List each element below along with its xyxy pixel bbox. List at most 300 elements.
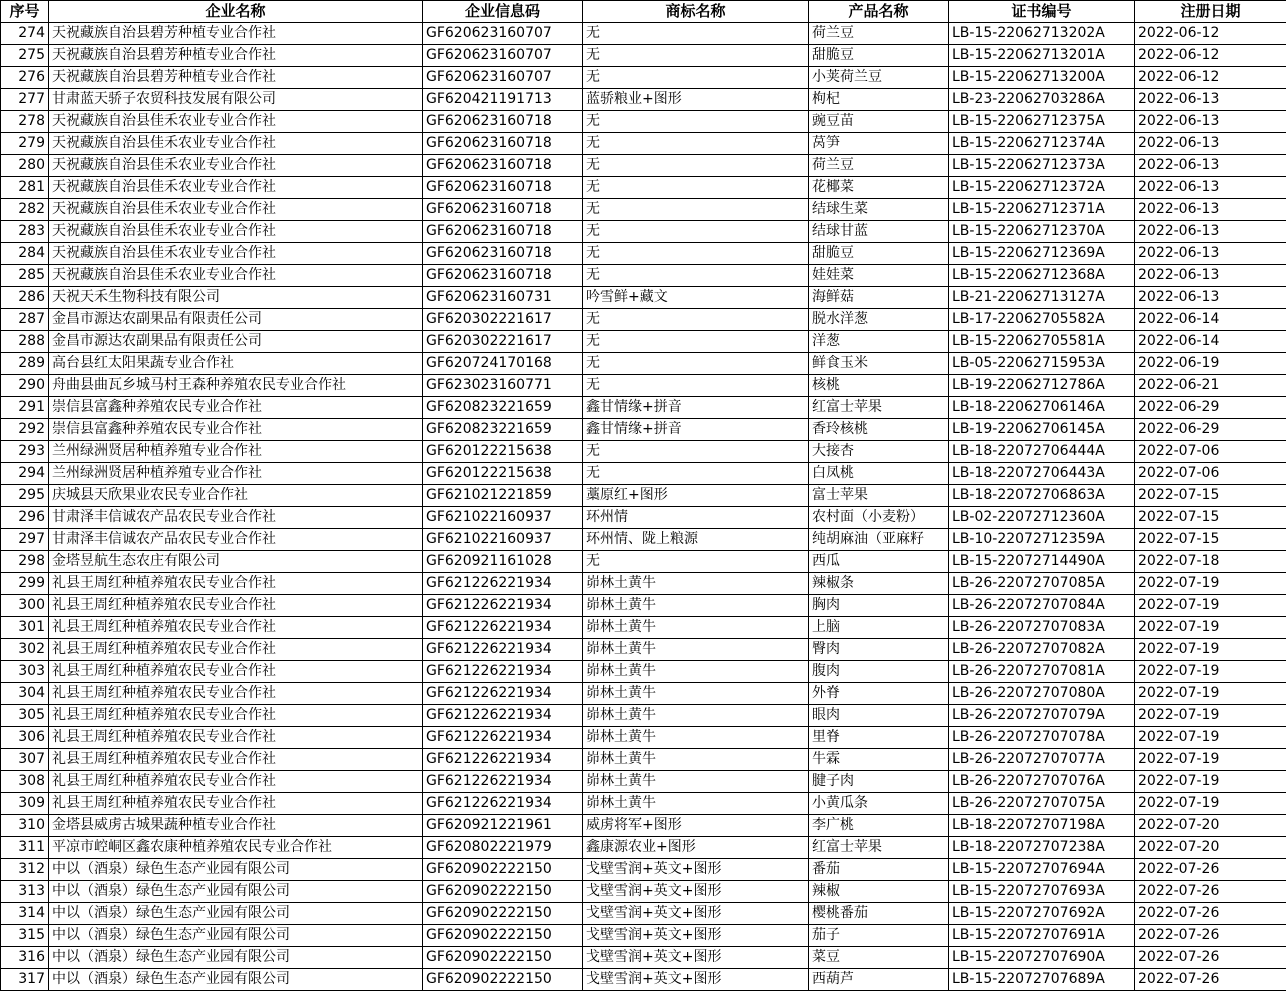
cell-code: GF621021221859 xyxy=(423,485,583,507)
cell-enterprise: 礼县王周红种植养殖农民专业合作社 xyxy=(49,639,423,661)
cell-brand: 无 xyxy=(583,463,809,485)
cell-code: GF620122215638 xyxy=(423,463,583,485)
cell-product: 茄子 xyxy=(809,925,949,947)
cell-code: GF621226221934 xyxy=(423,683,583,705)
table-row xyxy=(1,969,1286,991)
cell-product: 西瓜 xyxy=(809,551,949,573)
cell-no: 285 xyxy=(1,265,49,287)
cell-product: 大接杏 xyxy=(809,441,949,463)
cell-date: 2022-06-12 xyxy=(1135,23,1286,45)
cell-product: 外脊 xyxy=(809,683,949,705)
table-row xyxy=(1,353,1286,375)
table-row xyxy=(1,903,1286,925)
table-row xyxy=(1,793,1286,815)
cell-no: 313 xyxy=(1,881,49,903)
cell-brand: 鑫甘情缘+拼音 xyxy=(583,397,809,419)
cell-no: 298 xyxy=(1,551,49,573)
cell-brand: 无 xyxy=(583,551,809,573)
cell-cert: LB-18-22062706146A xyxy=(949,397,1135,419)
table-row xyxy=(1,837,1286,859)
cell-product: 李广桃 xyxy=(809,815,949,837)
cell-date: 2022-06-13 xyxy=(1135,111,1286,133)
cell-enterprise: 天祝藏族自治县碧芳种植专业合作社 xyxy=(49,23,423,45)
cell-code: GF620902222150 xyxy=(423,881,583,903)
cell-enterprise: 礼县王周红种植养殖农民专业合作社 xyxy=(49,771,423,793)
cell-no: 275 xyxy=(1,45,49,67)
cell-no: 305 xyxy=(1,705,49,727)
cell-date: 2022-07-26 xyxy=(1135,881,1286,903)
cell-no: 286 xyxy=(1,287,49,309)
cell-date: 2022-06-13 xyxy=(1135,265,1286,287)
cell-product: 白凤桃 xyxy=(809,463,949,485)
cell-enterprise: 中以（酒泉）绿色生态产业园有限公司 xyxy=(49,881,423,903)
cell-enterprise: 礼县王周红种植养殖农民专业合作社 xyxy=(49,727,423,749)
cell-cert: LB-23-22062703286A xyxy=(949,89,1135,111)
cell-brand: 峁林土黄牛 xyxy=(583,617,809,639)
cell-product: 海鲜菇 xyxy=(809,287,949,309)
cell-enterprise: 礼县王周红种植养殖农民专业合作社 xyxy=(49,793,423,815)
cell-enterprise: 天祝藏族自治县佳禾农业专业合作社 xyxy=(49,155,423,177)
table-row xyxy=(1,155,1286,177)
cell-code: GF621022160937 xyxy=(423,529,583,551)
cell-no: 280 xyxy=(1,155,49,177)
cell-cert: LB-17-22062705582A xyxy=(949,309,1135,331)
cell-no: 306 xyxy=(1,727,49,749)
cell-product: 莴笋 xyxy=(809,133,949,155)
cell-code: GF620823221659 xyxy=(423,419,583,441)
cell-cert: LB-26-22072707081A xyxy=(949,661,1135,683)
cell-product: 眼肉 xyxy=(809,705,949,727)
cell-cert: LB-15-22062713200A xyxy=(949,67,1135,89)
cell-enterprise: 天祝藏族自治县佳禾农业专业合作社 xyxy=(49,111,423,133)
cell-product: 腹肉 xyxy=(809,661,949,683)
cell-date: 2022-07-19 xyxy=(1135,705,1286,727)
cell-cert: LB-15-22062712374A xyxy=(949,133,1135,155)
cell-product: 樱桃番茄 xyxy=(809,903,949,925)
cell-date: 2022-07-19 xyxy=(1135,749,1286,771)
cell-product: 红富士苹果 xyxy=(809,397,949,419)
cell-date: 2022-06-21 xyxy=(1135,375,1286,397)
cell-cert: LB-18-22072706444A xyxy=(949,441,1135,463)
cell-cert: LB-10-22072712359A xyxy=(949,529,1135,551)
cell-brand: 无 xyxy=(583,309,809,331)
cell-brand: 戈壁雪润+英文+图形 xyxy=(583,947,809,969)
cell-code: GF620823221659 xyxy=(423,397,583,419)
cell-brand: 峁林土黄牛 xyxy=(583,705,809,727)
cell-no: 295 xyxy=(1,485,49,507)
cell-date: 2022-07-20 xyxy=(1135,837,1286,859)
cell-product: 里脊 xyxy=(809,727,949,749)
cell-no: 302 xyxy=(1,639,49,661)
table-row xyxy=(1,111,1286,133)
cell-code: GF620623160707 xyxy=(423,67,583,89)
cell-brand: 无 xyxy=(583,177,809,199)
cell-brand: 峁林土黄牛 xyxy=(583,661,809,683)
cell-cert: LB-15-22062712371A xyxy=(949,199,1135,221)
table-row xyxy=(1,595,1286,617)
cell-date: 2022-07-19 xyxy=(1135,793,1286,815)
cell-brand: 蓝骄粮业+图形 xyxy=(583,89,809,111)
cell-date: 2022-07-19 xyxy=(1135,617,1286,639)
table-row xyxy=(1,859,1286,881)
cell-date: 2022-06-13 xyxy=(1135,133,1286,155)
cell-brand: 无 xyxy=(583,133,809,155)
cell-code: GF620623160718 xyxy=(423,199,583,221)
cell-enterprise: 天祝天禾生物科技有限公司 xyxy=(49,287,423,309)
table-row xyxy=(1,727,1286,749)
cell-date: 2022-06-13 xyxy=(1135,243,1286,265)
cell-no: 283 xyxy=(1,221,49,243)
cell-product: 鲜食玉米 xyxy=(809,353,949,375)
cell-cert: LB-15-22072707690A xyxy=(949,947,1135,969)
cell-product: 脱水洋葱 xyxy=(809,309,949,331)
cell-enterprise: 礼县王周红种植养殖农民专业合作社 xyxy=(49,661,423,683)
table-row xyxy=(1,309,1286,331)
cell-no: 293 xyxy=(1,441,49,463)
cell-cert: LB-26-22072707085A xyxy=(949,573,1135,595)
cell-cert: LB-26-22072707077A xyxy=(949,749,1135,771)
cell-cert: LB-26-22072707079A xyxy=(949,705,1135,727)
cell-product: 西葫芦 xyxy=(809,969,949,991)
table-row xyxy=(1,199,1286,221)
cell-enterprise: 甘肃泽丰信诚农产品农民专业合作社 xyxy=(49,507,423,529)
cell-cert: LB-15-22072707693A xyxy=(949,881,1135,903)
cell-date: 2022-07-26 xyxy=(1135,859,1286,881)
cell-enterprise: 天祝藏族自治县佳禾农业专业合作社 xyxy=(49,265,423,287)
cell-cert: LB-18-22072707238A xyxy=(949,837,1135,859)
table-row xyxy=(1,661,1286,683)
cell-product: 荷兰豆 xyxy=(809,155,949,177)
cell-enterprise: 舟曲县曲瓦乡城马村王森种养殖农民专业合作社 xyxy=(49,375,423,397)
cell-date: 2022-07-19 xyxy=(1135,573,1286,595)
cell-code: GF620902222150 xyxy=(423,925,583,947)
cell-enterprise: 中以（酒泉）绿色生态产业园有限公司 xyxy=(49,859,423,881)
cell-enterprise: 礼县王周红种植养殖农民专业合作社 xyxy=(49,573,423,595)
cell-date: 2022-06-13 xyxy=(1135,177,1286,199)
cell-date: 2022-06-13 xyxy=(1135,89,1286,111)
table-row xyxy=(1,529,1286,551)
cell-cert: LB-15-22062712375A xyxy=(949,111,1135,133)
cell-code: GF620902222150 xyxy=(423,903,583,925)
cell-code: GF620623160718 xyxy=(423,177,583,199)
cell-no: 287 xyxy=(1,309,49,331)
cell-enterprise: 礼县王周红种植养殖农民专业合作社 xyxy=(49,617,423,639)
cell-enterprise: 高台县红太阳果蔬专业合作社 xyxy=(49,353,423,375)
cell-enterprise: 庆城县天欣果业农民专业合作社 xyxy=(49,485,423,507)
table-row xyxy=(1,67,1286,89)
cell-no: 291 xyxy=(1,397,49,419)
table-row xyxy=(1,771,1286,793)
cell-enterprise: 金昌市源达农副果品有限责任公司 xyxy=(49,309,423,331)
cell-brand: 威虏将军+图形 xyxy=(583,815,809,837)
cell-product: 豌豆苗 xyxy=(809,111,949,133)
cell-no: 281 xyxy=(1,177,49,199)
cell-no: 304 xyxy=(1,683,49,705)
cell-enterprise: 金塔昱航生态农庄有限公司 xyxy=(49,551,423,573)
cell-no: 278 xyxy=(1,111,49,133)
cell-no: 308 xyxy=(1,771,49,793)
table-row xyxy=(1,551,1286,573)
cell-code: GF620921221961 xyxy=(423,815,583,837)
table-row xyxy=(1,749,1286,771)
cell-cert: LB-15-22062713202A xyxy=(949,23,1135,45)
header-date: 注册日期 xyxy=(1135,1,1286,23)
cell-code: GF620802221979 xyxy=(423,837,583,859)
cell-no: 276 xyxy=(1,67,49,89)
cell-enterprise: 礼县王周红种植养殖农民专业合作社 xyxy=(49,749,423,771)
table-row xyxy=(1,89,1286,111)
cell-product: 上脑 xyxy=(809,617,949,639)
header-row xyxy=(1,1,1286,23)
table-row xyxy=(1,45,1286,67)
cell-no: 288 xyxy=(1,331,49,353)
cell-no: 292 xyxy=(1,419,49,441)
header-product: 产品名称 xyxy=(809,1,949,23)
cell-enterprise: 平凉市崆峒区鑫农康种植养殖农民专业合作社 xyxy=(49,837,423,859)
cell-enterprise: 天祝藏族自治县碧芳种植专业合作社 xyxy=(49,67,423,89)
table-row xyxy=(1,683,1286,705)
table-row xyxy=(1,507,1286,529)
cell-product: 辣椒条 xyxy=(809,573,949,595)
cell-date: 2022-07-19 xyxy=(1135,683,1286,705)
cell-product: 洋葱 xyxy=(809,331,949,353)
cell-enterprise: 天祝藏族自治县佳禾农业专业合作社 xyxy=(49,221,423,243)
cell-code: GF620623160731 xyxy=(423,287,583,309)
cell-date: 2022-07-19 xyxy=(1135,661,1286,683)
cell-product: 香玲核桃 xyxy=(809,419,949,441)
cell-brand: 峁林土黄牛 xyxy=(583,793,809,815)
cell-cert: LB-15-22062705581A xyxy=(949,331,1135,353)
cell-no: 290 xyxy=(1,375,49,397)
cell-date: 2022-06-29 xyxy=(1135,419,1286,441)
cell-date: 2022-06-13 xyxy=(1135,155,1286,177)
cell-code: GF621226221934 xyxy=(423,727,583,749)
cell-cert: LB-26-22072707083A xyxy=(949,617,1135,639)
cell-enterprise: 中以（酒泉）绿色生态产业园有限公司 xyxy=(49,903,423,925)
cell-brand: 戈壁雪润+英文+图形 xyxy=(583,903,809,925)
table-row xyxy=(1,287,1286,309)
cell-product: 牛霖 xyxy=(809,749,949,771)
cell-code: GF620302221617 xyxy=(423,309,583,331)
cell-date: 2022-06-19 xyxy=(1135,353,1286,375)
cell-brand: 无 xyxy=(583,111,809,133)
cell-enterprise: 中以（酒泉）绿色生态产业园有限公司 xyxy=(49,969,423,991)
cell-no: 312 xyxy=(1,859,49,881)
table-row xyxy=(1,485,1286,507)
table-row xyxy=(1,947,1286,969)
cell-no: 299 xyxy=(1,573,49,595)
cell-brand: 鑫甘情缘+拼音 xyxy=(583,419,809,441)
cell-code: GF620302221617 xyxy=(423,331,583,353)
cell-brand: 峁林土黄牛 xyxy=(583,727,809,749)
table-row xyxy=(1,639,1286,661)
cell-date: 2022-07-19 xyxy=(1135,727,1286,749)
cell-brand: 鑫康源农业+图形 xyxy=(583,837,809,859)
cell-no: 307 xyxy=(1,749,49,771)
cell-brand: 环州情 xyxy=(583,507,809,529)
table-row xyxy=(1,463,1286,485)
cell-brand: 无 xyxy=(583,375,809,397)
cell-product: 小黄瓜条 xyxy=(809,793,949,815)
cell-brand: 峁林土黄牛 xyxy=(583,573,809,595)
cell-date: 2022-07-26 xyxy=(1135,947,1286,969)
cell-product: 番茄 xyxy=(809,859,949,881)
cell-no: 289 xyxy=(1,353,49,375)
cell-product: 辣椒 xyxy=(809,881,949,903)
cell-no: 296 xyxy=(1,507,49,529)
cell-brand: 峁林土黄牛 xyxy=(583,595,809,617)
cell-product: 花椰菜 xyxy=(809,177,949,199)
cell-brand: 无 xyxy=(583,155,809,177)
table-row xyxy=(1,375,1286,397)
cell-product: 菜豆 xyxy=(809,947,949,969)
cell-no: 277 xyxy=(1,89,49,111)
cell-brand: 无 xyxy=(583,199,809,221)
cell-brand: 无 xyxy=(583,45,809,67)
cell-product: 臀肉 xyxy=(809,639,949,661)
cell-product: 枸杞 xyxy=(809,89,949,111)
cell-cert: LB-26-22072707082A xyxy=(949,639,1135,661)
cell-date: 2022-07-20 xyxy=(1135,815,1286,837)
cell-product: 红富士苹果 xyxy=(809,837,949,859)
table-row xyxy=(1,397,1286,419)
cell-brand: 戈壁雪润+英文+图形 xyxy=(583,969,809,991)
cell-code: GF620421191713 xyxy=(423,89,583,111)
cell-brand: 无 xyxy=(583,441,809,463)
cell-enterprise: 天祝藏族自治县佳禾农业专业合作社 xyxy=(49,133,423,155)
cell-cert: LB-15-22072707689A xyxy=(949,969,1135,991)
cell-no: 303 xyxy=(1,661,49,683)
cell-cert: LB-15-22072707694A xyxy=(949,859,1135,881)
cell-code: GF621226221934 xyxy=(423,595,583,617)
cell-date: 2022-06-14 xyxy=(1135,309,1286,331)
cell-enterprise: 中以（酒泉）绿色生态产业园有限公司 xyxy=(49,947,423,969)
cell-brand: 无 xyxy=(583,243,809,265)
table-row xyxy=(1,881,1286,903)
cell-code: GF620623160718 xyxy=(423,243,583,265)
cell-cert: LB-18-22072706863A xyxy=(949,485,1135,507)
cell-product: 荷兰豆 xyxy=(809,23,949,45)
table-row xyxy=(1,441,1286,463)
cell-no: 284 xyxy=(1,243,49,265)
cell-date: 2022-07-06 xyxy=(1135,441,1286,463)
cell-no: 314 xyxy=(1,903,49,925)
cell-enterprise: 礼县王周红种植养殖农民专业合作社 xyxy=(49,683,423,705)
cell-enterprise: 礼县王周红种植养殖农民专业合作社 xyxy=(49,595,423,617)
cell-cert: LB-02-22072712360A xyxy=(949,507,1135,529)
table-row xyxy=(1,815,1286,837)
cell-brand: 吟雪鲜+藏文 xyxy=(583,287,809,309)
cell-no: 282 xyxy=(1,199,49,221)
cell-brand: 峁林土黄牛 xyxy=(583,639,809,661)
cell-cert: LB-15-22062712373A xyxy=(949,155,1135,177)
cell-cert: LB-15-22062712369A xyxy=(949,243,1135,265)
cell-product: 纯胡麻油（亚麻籽 xyxy=(809,529,949,551)
cell-no: 297 xyxy=(1,529,49,551)
cell-date: 2022-07-18 xyxy=(1135,551,1286,573)
cell-brand: 无 xyxy=(583,67,809,89)
cell-no: 317 xyxy=(1,969,49,991)
cell-code: GF621226221934 xyxy=(423,793,583,815)
cell-brand: 峁林土黄牛 xyxy=(583,771,809,793)
table-row xyxy=(1,243,1286,265)
cell-product: 胸肉 xyxy=(809,595,949,617)
cell-enterprise: 天祝藏族自治县佳禾农业专业合作社 xyxy=(49,177,423,199)
table-row xyxy=(1,23,1286,45)
cell-date: 2022-07-26 xyxy=(1135,969,1286,991)
cell-brand: 无 xyxy=(583,265,809,287)
cell-no: 310 xyxy=(1,815,49,837)
cell-code: GF621226221934 xyxy=(423,617,583,639)
cell-no: 301 xyxy=(1,617,49,639)
table-row xyxy=(1,419,1286,441)
cell-date: 2022-06-13 xyxy=(1135,287,1286,309)
cell-cert: LB-26-22072707084A xyxy=(949,595,1135,617)
cell-code: GF620122215638 xyxy=(423,441,583,463)
cell-enterprise: 甘肃泽丰信诚农产品农民专业合作社 xyxy=(49,529,423,551)
cell-date: 2022-07-06 xyxy=(1135,463,1286,485)
cell-date: 2022-07-15 xyxy=(1135,529,1286,551)
cell-code: GF620623160707 xyxy=(423,23,583,45)
cell-cert: LB-15-22072707691A xyxy=(949,925,1135,947)
cell-brand: 无 xyxy=(583,353,809,375)
cell-code: GF620623160718 xyxy=(423,221,583,243)
table-row xyxy=(1,617,1286,639)
table-row xyxy=(1,133,1286,155)
cell-enterprise: 礼县王周红种植养殖农民专业合作社 xyxy=(49,705,423,727)
table-row xyxy=(1,573,1286,595)
cell-cert: LB-26-22072707075A xyxy=(949,793,1135,815)
cell-enterprise: 崇信县富鑫种养殖农民专业合作社 xyxy=(49,419,423,441)
cell-cert: LB-15-22062712368A xyxy=(949,265,1135,287)
cell-cert: LB-05-22062715953A xyxy=(949,353,1135,375)
cell-code: GF621226221934 xyxy=(423,705,583,727)
cell-code: GF620724170168 xyxy=(423,353,583,375)
cell-brand: 无 xyxy=(583,23,809,45)
header-cert: 证书编号 xyxy=(949,1,1135,23)
cell-date: 2022-06-29 xyxy=(1135,397,1286,419)
table-body xyxy=(1,23,1286,991)
cell-date: 2022-07-15 xyxy=(1135,507,1286,529)
cell-date: 2022-07-26 xyxy=(1135,903,1286,925)
cell-code: GF621226221934 xyxy=(423,639,583,661)
cell-no: 316 xyxy=(1,947,49,969)
cell-brand: 峁林土黄牛 xyxy=(583,683,809,705)
cell-code: GF620623160707 xyxy=(423,45,583,67)
cell-code: GF621022160937 xyxy=(423,507,583,529)
cell-enterprise: 天祝藏族自治县佳禾农业专业合作社 xyxy=(49,199,423,221)
cell-code: GF621226221934 xyxy=(423,661,583,683)
cell-date: 2022-07-19 xyxy=(1135,771,1286,793)
cell-enterprise: 兰州绿洲贤居种植养殖专业合作社 xyxy=(49,463,423,485)
cell-enterprise: 天祝藏族自治县碧芳种植专业合作社 xyxy=(49,45,423,67)
cell-cert: LB-21-22062713127A xyxy=(949,287,1135,309)
cell-product: 富士苹果 xyxy=(809,485,949,507)
cell-brand: 峁林土黄牛 xyxy=(583,749,809,771)
cell-date: 2022-07-15 xyxy=(1135,485,1286,507)
cell-enterprise: 金昌市源达农副果品有限责任公司 xyxy=(49,331,423,353)
cell-brand: 藁原红+图形 xyxy=(583,485,809,507)
cell-cert: LB-15-22062712372A xyxy=(949,177,1135,199)
cell-code: GF620921161028 xyxy=(423,551,583,573)
cell-date: 2022-07-26 xyxy=(1135,925,1286,947)
cell-no: 294 xyxy=(1,463,49,485)
cell-enterprise: 金塔县威虏古城果蔬种植专业合作社 xyxy=(49,815,423,837)
cell-brand: 环州情、陇上粮源 xyxy=(583,529,809,551)
cell-cert: LB-19-22062712786A xyxy=(949,375,1135,397)
table-row xyxy=(1,925,1286,947)
cell-code: GF620623160718 xyxy=(423,155,583,177)
